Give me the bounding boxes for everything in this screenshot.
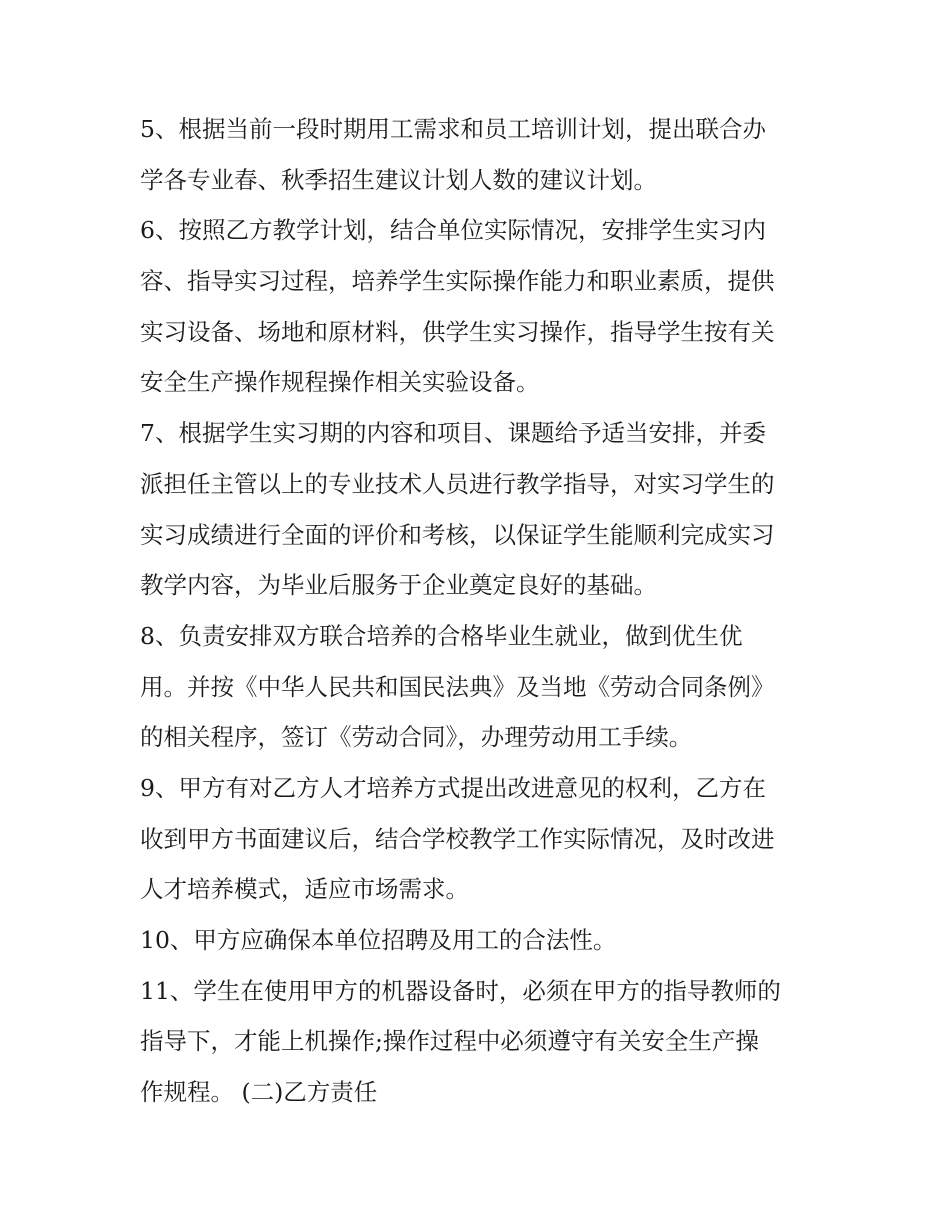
text-line: 教学内容，为毕业后服务于企业奠定良好的基础。 (140, 571, 657, 600)
text-line: 容、指导实习过程，培养学生实际操作能力和职业素质，提供 (140, 267, 775, 296)
text-line: 安全生产操作规程操作相关实验设备。 (140, 368, 540, 397)
text-line: 收到甲方书面建议后，结合学校教学工作实际情况，及时改进 (140, 824, 775, 853)
text-line: 实习设备、场地和原材料，供学生实习操作，指导学生按有关 (140, 317, 775, 346)
text-line: 6、按照乙方教学计划，结合单位实际情况，安排学生实习内 (140, 216, 766, 245)
text-line: 学各专业春、秋季招生建议计划人数的建议计划。 (140, 165, 657, 194)
text-line: 10、甲方应确保本单位招聘及用工的合法性。 (140, 926, 617, 954)
text-line: 11、学生在使用甲方的机器设备时，必须在甲方的指导教师的 (140, 976, 781, 1005)
text-line: 5、根据当前一段时期用工需求和员工培训计划，提出联合办 (140, 115, 766, 143)
text-line: 8、负责安排双方联合培养的合格毕业生就业，做到优生优 (140, 621, 743, 650)
text-line: 作规程。 (二)乙方责任 (140, 1078, 378, 1107)
text-line: 7、根据学生实习期的内容和项目、课题给予适当安排，并委 (140, 419, 766, 448)
text-line: 人才培养模式，适应市场需求。 (140, 875, 469, 904)
text-line: 用。并按《中华人民共和国民法典》及当地《劳动合同条例》 (140, 672, 775, 701)
text-line: 指导下，才能上机操作;操作过程中必须遵守有关安全生产操 (140, 1027, 759, 1056)
text-line: 派担任主管以上的专业技术人员进行教学指导，对实习学生的 (140, 469, 775, 498)
document-body (140, 104, 820, 1118)
text-line: 9、甲方有对乙方人才培养方式提出改进意见的权利，乙方在 (140, 773, 766, 802)
text-line: 的相关程序，签订《劳动合同》，办理劳动用工手续。 (140, 723, 693, 752)
text-line: 实习成绩进行全面的评价和考核，以保证学生能顺利完成实习 (140, 520, 775, 549)
